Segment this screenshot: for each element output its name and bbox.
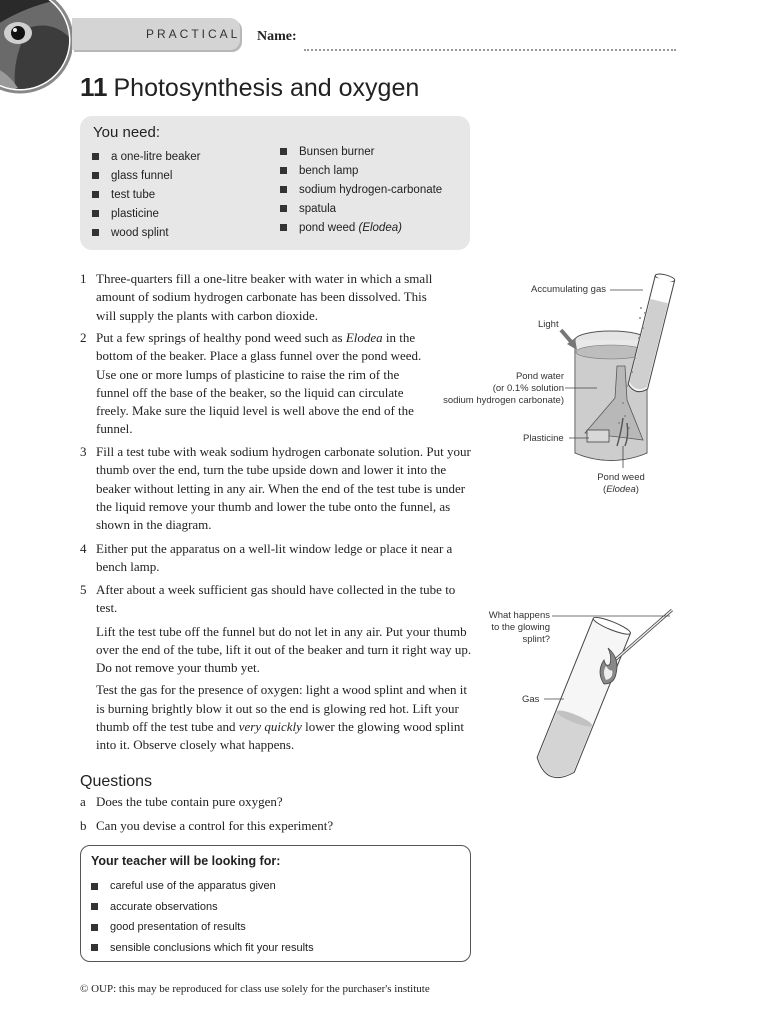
step-5: 5 After about a week sufficient gas should have collected in the tube to test. Lift the test tube off the funnel but do not let in any air. Put your thumb over the end of the tube, lift it out of the beaker and turn it right way up. Do not remove your thumb yet. Test the gas for the presence of oxygen: light a wood splint and when it is burning brightly blow it out so the end is glowing red hot. Lift your thumb off the test tube and very quickly lower the glowing wood splint into it. Observe closely what happens. [80, 582, 472, 753]
list-item: bench lamp [280, 161, 442, 180]
bullet-icon [92, 172, 99, 179]
label-glowing-splint-question: What happens to the glowing splint? [488, 610, 550, 645]
step-3: 3 Fill a test tube with weak sodium hydrogen carbonate solution. Put your thumb over the end, turn the tube upside down and lower it into the beaker without letting in any air. When the end of the test tube is under the liquid remove your thumb and lower the tube onto the funnel, as shown in the diagram. [80, 444, 471, 533]
label-accumulating-gas: Accumulating gas [531, 284, 606, 295]
you-need-list-2 [280, 142, 442, 237]
question-b: b Can you devise a control for this experiment? [80, 818, 334, 833]
label-pond-water: Pond water (or 0.1% solution sodium hydrogen carbonate) [443, 371, 564, 406]
copyright-footer: © OUP: this may be reproduced for class use solely for the purchaser's institute [80, 983, 430, 995]
list-item: sodium hydrogen-carbonate [280, 180, 442, 199]
label-gas: Gas [522, 694, 540, 705]
you-need-heading: You need: [93, 124, 161, 141]
assessment-box [80, 845, 471, 962]
bullet-icon [92, 210, 99, 217]
list-item: glass funnel [92, 166, 201, 185]
list-item: good presentation of results [91, 917, 314, 938]
question-a: a Does the tube contain pure oxygen? [80, 794, 283, 809]
label-light: Light [538, 319, 559, 330]
assessment-heading: Your teacher will be looking for: [91, 854, 281, 868]
name-label: Name: [257, 29, 297, 44]
list-item: careful use of the apparatus given [91, 876, 314, 897]
list-item: pond weed (Elodea) [280, 218, 442, 237]
bullet-icon [92, 191, 99, 198]
bullet-icon [280, 205, 287, 212]
step-2: 2 Put a few springs of healthy pond weed such as Elodea in the bottom of the beaker. Place a glass funnel over the pond weed. Use one or more lumps of plasticine to raise the rim of the funnel off the base of the beaker, so the liquid can circulate freely. Make sure the liquid level is well above the end of the funnel. [80, 330, 422, 437]
step-1: 1 Three-quarters fill a one-litre beaker with water in which a small amount of sodium hydrogen carbonate has been dissolved. This will supply the plants with carbon dioxide. [80, 271, 433, 323]
bullet-icon [92, 153, 99, 160]
beaker-diagram [555, 268, 685, 478]
assessment-list [91, 876, 314, 958]
title-text: Photosynthesis and oxygen [113, 74, 420, 102]
bullet-icon [280, 148, 287, 155]
list-item: a one-litre beaker [92, 147, 201, 166]
label-pond-weed: Pond weed (Elodea) [597, 472, 645, 495]
list-item: test tube [92, 185, 201, 204]
you-need-box [80, 116, 470, 250]
list-item: accurate observations [91, 897, 314, 918]
list-item: sensible conclusions which fit your results [91, 938, 314, 959]
list-item: wood splint [92, 223, 201, 242]
label-plasticine: Plasticine [523, 433, 564, 444]
step-4: 4 Either put the apparatus on a well-lit window ledge or place it near a bench lamp. [80, 541, 453, 575]
practical-number: 11 [80, 72, 108, 102]
bullet-icon [280, 186, 287, 193]
questions-heading: Questions [80, 773, 153, 790]
bullet-icon [280, 167, 287, 174]
bullet-icon [91, 903, 98, 910]
name-field[interactable] [304, 49, 676, 51]
toucan-photo [0, 0, 72, 108]
page-title [80, 72, 419, 103]
bullet-icon [280, 224, 287, 231]
bullet-icon [92, 229, 99, 236]
list-item: Bunsen burner [280, 142, 442, 161]
practical-label: PRACTICAL [146, 27, 241, 41]
you-need-list-1 [92, 147, 201, 242]
bullet-icon [91, 944, 98, 951]
bullet-icon [91, 924, 98, 931]
list-item: plasticine [92, 204, 201, 223]
list-item: spatula [280, 199, 442, 218]
bullet-icon [91, 883, 98, 890]
practical-tab [72, 18, 240, 50]
